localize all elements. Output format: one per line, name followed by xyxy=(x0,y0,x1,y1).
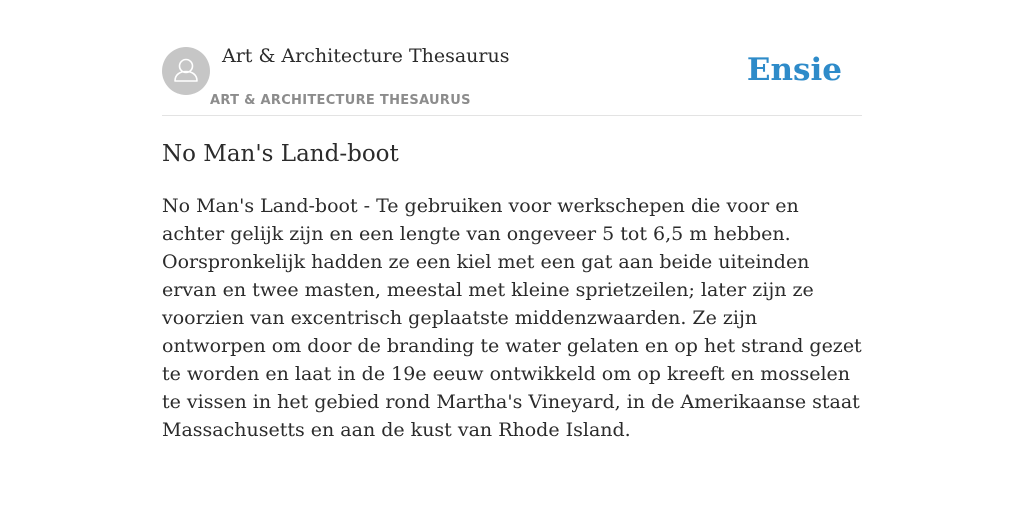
source-label: ART & ARCHITECTURE THESAURUS xyxy=(210,93,471,108)
user-icon xyxy=(162,47,210,95)
header xyxy=(162,0,862,116)
content-column xyxy=(162,0,862,441)
page-title: No Man's Land-boot xyxy=(162,141,399,167)
avatar[interactable] xyxy=(162,47,210,95)
brand-logo[interactable]: Ensie xyxy=(746,52,842,88)
author-name[interactable]: Art & Architecture Thesaurus xyxy=(222,45,510,67)
definition-text: No Man's Land-boot - Te gebruiken voor werkschepen die voor en achter gelijk zijn en een lengte van ongeveer 5 tot 6,5 m hebben. Oorspronkelijk hadden ze een kiel met een gat aan beide uiteinden ervan en twee masten, meestal met kleine sprietzeilen; later zijn ze voorzien van excentrisch geplaatste middenzwaarden. Ze zijn ontworpen om door de branding te water gelaten en op het strand gezet te worden en laat in de 19e eeuw ontwikkeld om op kreeft en mosselen te vissen in het gebied rond Martha's Vineyard, in de Amerikaanse staat Massachusetts en aan de kust van Rhode Island. xyxy=(162,195,862,441)
